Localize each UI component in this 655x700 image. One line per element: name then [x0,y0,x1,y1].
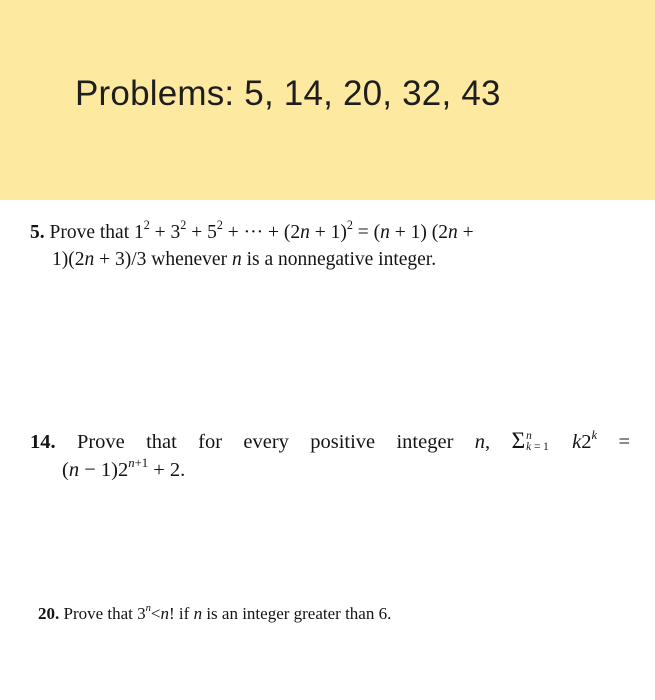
problem-20-number: 20. [38,604,60,623]
page-title: Problems: 5, 14, 20, 32, 43 [75,74,501,113]
problem-14-line-1: 14. Prove that for every positive integer n, Σ n k = 1 $k2^k$ = [30,427,631,454]
problem-5-number: 5. [30,222,45,243]
problem-20-text: Prove that $3^n<n$! if n is an integer greater than 6. [63,603,392,623]
problem-5-line-1: 5. Prove that $1^2 + 3^2 + 5^2$ + ··· + $(2n + 1)^2 = (n + 1)$ (2n + [30,218,474,243]
header-banner [0,0,655,200]
problem-14 [30,427,630,484]
problem-5-line-2: 1)(2n + 3)/3 whenever n is a nonnegative integer. [52,249,437,270]
problem-14-number: 14. [30,431,56,453]
problem-20 [38,603,391,625]
problem-14-line-2: $(n - 1)2^{n+1} + 2$. [62,455,186,481]
problem-5 [30,219,474,273]
